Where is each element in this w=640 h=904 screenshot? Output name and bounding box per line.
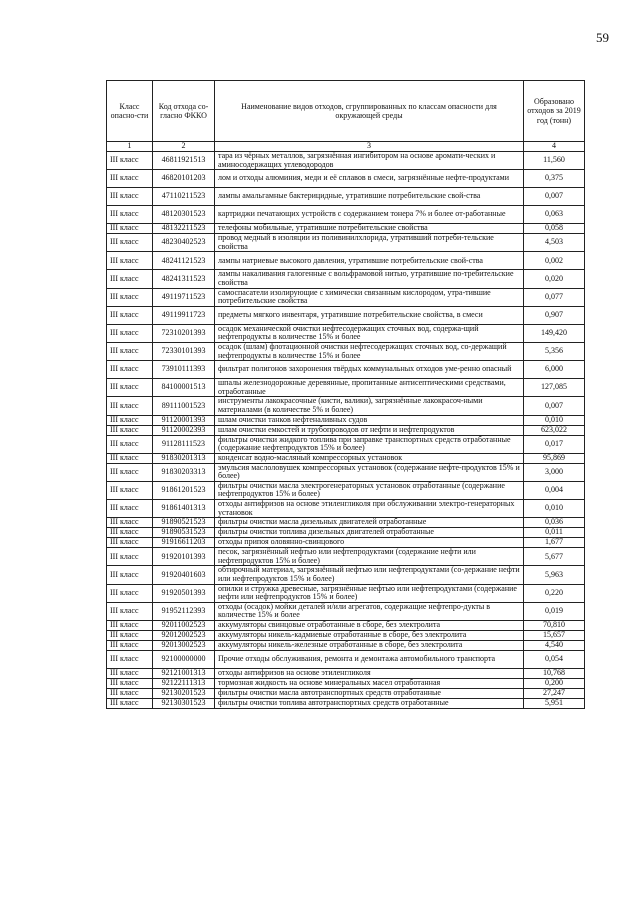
cell-name: лампы натриевые высокого давления, утратившие потребительские свой-ства xyxy=(215,252,524,270)
waste-table xyxy=(106,80,585,709)
cell-class: III класс xyxy=(107,188,153,206)
cell-name: фильтры очистки жидкого топлива при заправке транспортных средств отработанные (содержание нефтепродуктов 15% и более) xyxy=(215,435,524,453)
cell-name: эмульсия маслоловушек компрессорных установок (содержание нефте-продуктов 15% и более) xyxy=(215,463,524,481)
cell-name: инструменты лакокрасочные (кисти, валики), загрязнённые лакокрасоч-ными материалами (в количестве 5% и более) xyxy=(215,397,524,415)
table-row xyxy=(107,379,585,397)
cell-amount: 5,963 xyxy=(524,566,585,584)
cell-class: III класс xyxy=(107,453,153,463)
table-row xyxy=(107,621,585,631)
cell-name: отходы антифризов на основе этиленгликоля xyxy=(215,669,524,679)
cell-class: III класс xyxy=(107,435,153,453)
cell-name: отходы антифризов на основе этиленгликоля при обслуживании электро-генераторных установок xyxy=(215,500,524,518)
cell-code: 92012002523 xyxy=(153,631,215,641)
cell-amount: 0,010 xyxy=(524,500,585,518)
cell-name: картриджи печатающих устройств с содержанием тонера 7% и более от-работанные xyxy=(215,206,524,224)
cell-name: предметы мягкого инвентаря, утратившие потребительские свойства, в смеси xyxy=(215,306,524,324)
table-row xyxy=(107,631,585,641)
cell-class: III класс xyxy=(107,425,153,435)
cell-class: III класс xyxy=(107,481,153,499)
cell-amount: 5,951 xyxy=(524,699,585,709)
cell-amount: 0,007 xyxy=(524,397,585,415)
column-number-row xyxy=(107,142,585,152)
table-row xyxy=(107,641,585,651)
cell-amount: 4,540 xyxy=(524,641,585,651)
cell-amount: 5,356 xyxy=(524,342,585,360)
column-number: 1 xyxy=(107,142,153,152)
cell-code: 72310201393 xyxy=(153,324,215,342)
cell-class: III класс xyxy=(107,415,153,425)
cell-amount: 0,220 xyxy=(524,584,585,602)
cell-code: 48230402523 xyxy=(153,234,215,252)
column-number: 4 xyxy=(524,142,585,152)
cell-name: лом и отходы алюминия, меди и её сплавов в смеси, загрязнённые нефте-продуктами xyxy=(215,170,524,188)
cell-amount: 0,200 xyxy=(524,679,585,689)
table-row xyxy=(107,584,585,602)
cell-code: 49119711523 xyxy=(153,288,215,306)
cell-amount: 0,058 xyxy=(524,224,585,234)
cell-class: III класс xyxy=(107,324,153,342)
cell-code: 91920401603 xyxy=(153,566,215,584)
cell-name: Прочие отходы обслуживания, ремонта и демонтажа автомобильного транспорта xyxy=(215,651,524,669)
cell-code: 91861401313 xyxy=(153,500,215,518)
cell-amount: 0,063 xyxy=(524,206,585,224)
cell-amount: 0,019 xyxy=(524,602,585,620)
cell-class: III класс xyxy=(107,641,153,651)
cell-amount: 0,011 xyxy=(524,528,585,538)
table-row xyxy=(107,481,585,499)
cell-code: 89111001523 xyxy=(153,397,215,415)
cell-name: обтирочный материал, загрязнённый нефтью или нефтепродуктами (со-держание нефти или нефтепродуктов 15% и более) xyxy=(215,566,524,584)
cell-class: III класс xyxy=(107,651,153,669)
table-row xyxy=(107,463,585,481)
cell-class: III класс xyxy=(107,288,153,306)
cell-code: 91120001393 xyxy=(153,415,215,425)
cell-name: отходы припоя оловянно-свинцового xyxy=(215,538,524,548)
cell-class: III класс xyxy=(107,518,153,528)
cell-amount: 0,007 xyxy=(524,188,585,206)
cell-name: фильтры очистки топлива дизельных двигателей отработанные xyxy=(215,528,524,538)
cell-class: III класс xyxy=(107,379,153,397)
header-code: Код отхода со-гласно ФККО xyxy=(153,81,215,142)
table-row xyxy=(107,528,585,538)
cell-code: 47110211523 xyxy=(153,188,215,206)
cell-amount: 3,000 xyxy=(524,463,585,481)
table-row xyxy=(107,324,585,342)
table-row xyxy=(107,500,585,518)
page-number: 59 xyxy=(596,30,609,45)
cell-code: 91830203313 xyxy=(153,463,215,481)
cell-class: III класс xyxy=(107,689,153,699)
table-row xyxy=(107,679,585,689)
table-row xyxy=(107,152,585,170)
cell-code: 91920501393 xyxy=(153,584,215,602)
cell-amount: 0,017 xyxy=(524,435,585,453)
table-row xyxy=(107,306,585,324)
cell-name: телефоны мобильные, утратившие потребительские свойства xyxy=(215,224,524,234)
table-row xyxy=(107,361,585,379)
cell-name: шлам очистки танков нефтеналивных судов xyxy=(215,415,524,425)
table-row xyxy=(107,234,585,252)
cell-amount: 10,768 xyxy=(524,669,585,679)
table-row xyxy=(107,435,585,453)
cell-name: тара из чёрных металлов, загрязнённая ингибитором на основе аромати-ческих и аминосодержащих углеводородов xyxy=(215,152,524,170)
cell-code: 92122111313 xyxy=(153,679,215,689)
cell-class: III класс xyxy=(107,463,153,481)
cell-class: III класс xyxy=(107,206,153,224)
cell-name: осадок (шлам) флотационной очистки нефтесодержащих сточных вод, со-держащий нефтепродукты в количестве 15% и более xyxy=(215,342,524,360)
table-row xyxy=(107,538,585,548)
cell-code: 48120301523 xyxy=(153,206,215,224)
cell-code: 91128111523 xyxy=(153,435,215,453)
cell-code: 48132211523 xyxy=(153,224,215,234)
cell-code: 92013002523 xyxy=(153,641,215,651)
cell-amount: 623,022 xyxy=(524,425,585,435)
cell-name: фильтры очистки масла электрогенераторных установок отработанные (содержание нефтепродуктов 15% и более) xyxy=(215,481,524,499)
cell-amount: 5,677 xyxy=(524,548,585,566)
cell-name: самоспасатели изолирующие с химически связанным кислородом, утра-тившие потребительские свойства xyxy=(215,288,524,306)
table-row xyxy=(107,548,585,566)
cell-code: 91861201523 xyxy=(153,481,215,499)
table-row xyxy=(107,602,585,620)
header-name: Наименование видов отходов, сгруппированных по классам опасности для окружающей среды xyxy=(215,81,524,142)
cell-code: 91916611203 xyxy=(153,538,215,548)
table-row xyxy=(107,651,585,669)
cell-class: III класс xyxy=(107,699,153,709)
cell-code: 48241121523 xyxy=(153,252,215,270)
table-header-row xyxy=(107,81,585,142)
cell-amount: 0,054 xyxy=(524,651,585,669)
table-row xyxy=(107,415,585,425)
cell-class: III класс xyxy=(107,679,153,689)
cell-name: фильтрат полигонов захоронения твёрдых коммунальных отходов уме-ренно опасный xyxy=(215,361,524,379)
cell-class: III класс xyxy=(107,548,153,566)
cell-code: 48241311523 xyxy=(153,270,215,288)
cell-code: 91952112393 xyxy=(153,602,215,620)
cell-name: фильтры очистки масла дизельных двигателей отработанные xyxy=(215,518,524,528)
cell-name: аккумуляторы никель-железные отработанные в сборе, без электролита xyxy=(215,641,524,651)
table-row xyxy=(107,453,585,463)
cell-code: 91120002393 xyxy=(153,425,215,435)
cell-class: III класс xyxy=(107,631,153,641)
cell-code: 91890521523 xyxy=(153,518,215,528)
cell-code: 91890531523 xyxy=(153,528,215,538)
cell-amount: 6,000 xyxy=(524,361,585,379)
cell-code: 73910111393 xyxy=(153,361,215,379)
cell-code: 46811921513 xyxy=(153,152,215,170)
cell-name: опилки и стружка древесные, загрязнённые нефтью или нефтепродуктами (содержание нефти или нефтепродуктов 15% и более) xyxy=(215,584,524,602)
cell-code: 91920101393 xyxy=(153,548,215,566)
cell-name: осадок механической очистки нефтесодержащих сточных вод, содержа-щий нефтепродукты в количестве 15% и более xyxy=(215,324,524,342)
cell-amount: 15,657 xyxy=(524,631,585,641)
cell-code: 49119911723 xyxy=(153,306,215,324)
cell-code: 92130301523 xyxy=(153,699,215,709)
cell-name: шпалы железнодорожные деревянные, пропитанные антисептическими средствами, отработанные xyxy=(215,379,524,397)
table-row xyxy=(107,518,585,528)
cell-class: III класс xyxy=(107,306,153,324)
cell-amount: 0,010 xyxy=(524,415,585,425)
cell-class: III класс xyxy=(107,566,153,584)
cell-amount: 149,420 xyxy=(524,324,585,342)
cell-class: III класс xyxy=(107,342,153,360)
cell-code: 92130201523 xyxy=(153,689,215,699)
cell-amount: 0,375 xyxy=(524,170,585,188)
cell-class: III класс xyxy=(107,170,153,188)
table-row xyxy=(107,689,585,699)
cell-name: песок, загрязнённый нефтью или нефтепродуктами (содержание нефти или нефтепродуктов 15% и более) xyxy=(215,548,524,566)
cell-name: аккумуляторы свинцовые отработанные в сборе, без электролита xyxy=(215,621,524,631)
cell-amount: 70,810 xyxy=(524,621,585,631)
cell-amount: 0,004 xyxy=(524,481,585,499)
cell-name: фильтры очистки масла автотранспортных средств отработанные xyxy=(215,689,524,699)
table-row xyxy=(107,566,585,584)
cell-amount: 0,036 xyxy=(524,518,585,528)
cell-code: 91830201313 xyxy=(153,453,215,463)
table-row xyxy=(107,188,585,206)
cell-amount: 0,077 xyxy=(524,288,585,306)
cell-name: фильтры очистки топлива автотранспортных средств отработанные xyxy=(215,699,524,709)
cell-amount: 95,869 xyxy=(524,453,585,463)
table-row xyxy=(107,270,585,288)
cell-amount: 4,503 xyxy=(524,234,585,252)
cell-class: III класс xyxy=(107,270,153,288)
table-row xyxy=(107,425,585,435)
cell-code: 72330101393 xyxy=(153,342,215,360)
cell-code: 46820101203 xyxy=(153,170,215,188)
cell-name: аккумуляторы никель-кадмиевые отработанные в сборе, без электролита xyxy=(215,631,524,641)
cell-class: III класс xyxy=(107,528,153,538)
header-amount: Образовано отходов за 2019 год (тонн) xyxy=(524,81,585,142)
table-row xyxy=(107,252,585,270)
cell-name: отходы (осадок) мойки деталей и/или агрегатов, содержащие нефтепро-дукты в количестве 15% и более xyxy=(215,602,524,620)
cell-name: провод медный в изоляции из поливинилхлорида, утративший потреби-тельские свойства xyxy=(215,234,524,252)
table-row xyxy=(107,397,585,415)
cell-class: III класс xyxy=(107,602,153,620)
cell-class: III класс xyxy=(107,152,153,170)
cell-name: лампы накаливания галогенные с вольфрамовой нитью, утратившие по-требительские свойства xyxy=(215,270,524,288)
cell-name: лампы амальгамные бактерицидные, утратившие потребительские свой-ства xyxy=(215,188,524,206)
cell-class: III класс xyxy=(107,621,153,631)
table-row xyxy=(107,206,585,224)
cell-code: 84100001513 xyxy=(153,379,215,397)
cell-amount: 27,247 xyxy=(524,689,585,699)
cell-class: III класс xyxy=(107,584,153,602)
cell-class: III класс xyxy=(107,224,153,234)
table-row xyxy=(107,342,585,360)
cell-amount: 0,020 xyxy=(524,270,585,288)
cell-class: III класс xyxy=(107,252,153,270)
cell-name: шлам очистки емкостей и трубопроводов от нефти и нефтепродуктов xyxy=(215,425,524,435)
header-class: Класс опасно-сти xyxy=(107,81,153,142)
table-row xyxy=(107,669,585,679)
table-row xyxy=(107,224,585,234)
cell-amount: 1,677 xyxy=(524,538,585,548)
cell-class: III класс xyxy=(107,538,153,548)
table-row xyxy=(107,699,585,709)
cell-code: 92011002523 xyxy=(153,621,215,631)
cell-name: тормозная жидкость на основе минеральных масел отработанная xyxy=(215,679,524,689)
cell-class: III класс xyxy=(107,500,153,518)
cell-amount: 0,002 xyxy=(524,252,585,270)
cell-class: III класс xyxy=(107,669,153,679)
cell-amount: 11,560 xyxy=(524,152,585,170)
cell-class: III класс xyxy=(107,361,153,379)
table-row xyxy=(107,170,585,188)
cell-amount: 127,085 xyxy=(524,379,585,397)
table-row xyxy=(107,288,585,306)
cell-class: III класс xyxy=(107,234,153,252)
column-number: 3 xyxy=(215,142,524,152)
cell-class: III класс xyxy=(107,397,153,415)
cell-code: 92100000000 xyxy=(153,651,215,669)
column-number: 2 xyxy=(153,142,215,152)
table-body xyxy=(107,152,585,709)
cell-name: конденсат водно-масляный компрессорных установок xyxy=(215,453,524,463)
cell-code: 92121001313 xyxy=(153,669,215,679)
cell-amount: 0,907 xyxy=(524,306,585,324)
